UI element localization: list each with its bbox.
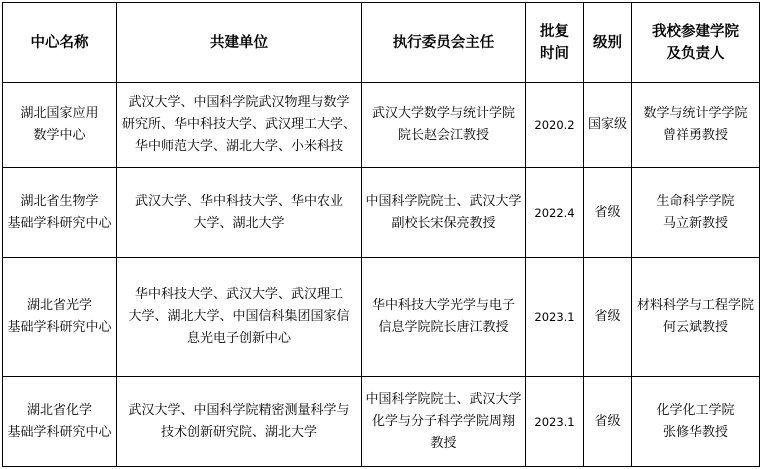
partners-cell: 武汉大学、华中科技大学、华中农业 大学、湖北大学 <box>117 168 362 258</box>
header-director: 执行委员会主任 <box>362 3 526 83</box>
approval-date-cell: 2023.1 <box>526 377 584 467</box>
approval-date-cell: 2020.2 <box>526 83 584 168</box>
level-cell: 省级 <box>584 377 632 467</box>
director-cell: 华中科技大学光学与电子 信息学院院长唐江教授 <box>362 258 526 377</box>
header-center-name: 中心名称 <box>3 3 117 83</box>
director-cell: 中国科学院院士、武汉大学 化学与分子科学学院周翔 教授 <box>362 377 526 467</box>
approval-date-cell: 2022.4 <box>526 168 584 258</box>
header-approval-date: 批复 时间 <box>526 3 584 83</box>
partners-cell: 武汉大学、中国科学院武汉物理与数学 研究所、华中科技大学、武汉理工大学、 华中师范大学、湖北大学、小米科技 <box>117 83 362 168</box>
director-cell: 中国科学院院士、武汉大学 副校长宋保亮教授 <box>362 168 526 258</box>
table-row <box>3 83 760 168</box>
center-name-cell: 湖北省光学 基础学科研究中心 <box>3 258 117 377</box>
level-cell: 省级 <box>584 168 632 258</box>
partners-cell: 武汉大学、中国科学院精密测量科学与 技术创新研究院、湖北大学 <box>117 377 362 467</box>
approval-date-cell: 2023.1 <box>526 258 584 377</box>
header-level: 级别 <box>584 3 632 83</box>
college-cell: 化学化工学院 张修华教授 <box>632 377 760 467</box>
header-partners: 共建单位 <box>117 3 362 83</box>
header-college: 我校参建学院 及负责人 <box>632 3 760 83</box>
college-cell: 材料科学与工程学院 何云斌教授 <box>632 258 760 377</box>
center-name-cell: 湖北省化学 基础学科研究中心 <box>3 377 117 467</box>
center-name-cell: 湖北国家应用 数学中心 <box>3 83 117 168</box>
level-cell: 国家级 <box>584 83 632 168</box>
center-name-cell: 湖北省生物学 基础学科研究中心 <box>3 168 117 258</box>
college-cell: 数学与统计学学院 曾祥勇教授 <box>632 83 760 168</box>
header-row <box>3 3 760 83</box>
table-row <box>3 258 760 377</box>
director-cell: 武汉大学数学与统计学院 院长赵会江教授 <box>362 83 526 168</box>
research-centers-table <box>2 2 760 467</box>
table-row <box>3 168 760 258</box>
level-cell: 省级 <box>584 258 632 377</box>
table-row <box>3 377 760 467</box>
partners-cell: 华中科技大学、武汉大学、武汉理工 大学、湖北大学、中国信科集团国家信 息光电子创新中心 <box>117 258 362 377</box>
college-cell: 生命科学学院 马立新教授 <box>632 168 760 258</box>
